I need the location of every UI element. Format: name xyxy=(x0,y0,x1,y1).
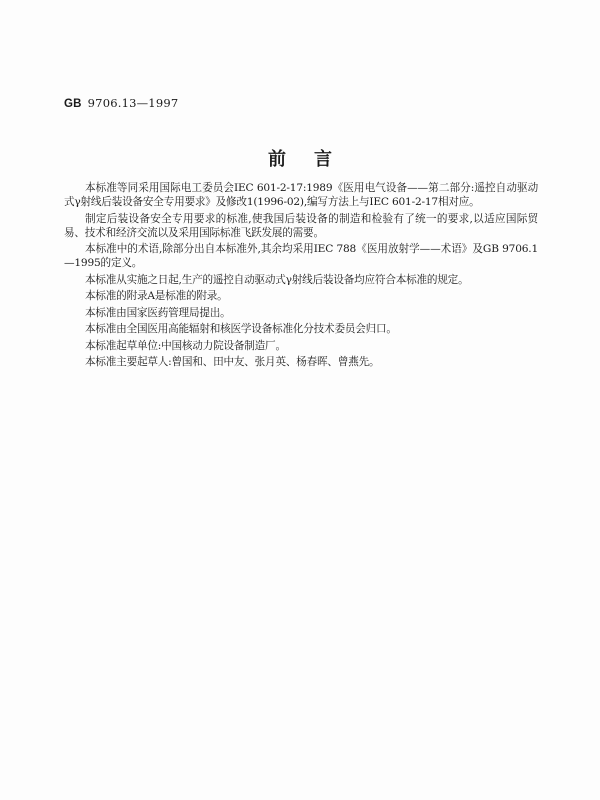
paragraph-proposer: 本标准由国家医药管理局提出。 xyxy=(85,306,231,319)
standard-number-header xyxy=(64,96,178,110)
standard-prefix: GB xyxy=(64,98,82,110)
paragraph-committee: 本标准由全国医用高能辐射和核医学设备标准化分技术委员会归口。 xyxy=(85,323,397,335)
paragraph-purpose: 制定后装设备安全专用要求的标准,使我国后装设备的制造和检验有了统一的要求,以适应国际贸易、技术和经济交流以及采用国际标准飞跃发展的需要。 xyxy=(64,212,538,239)
paragraph-drafting-unit: 本标准起草单位:中国核动力院设备制造厂。 xyxy=(85,339,286,352)
page-title: 前言 xyxy=(268,149,360,170)
paragraph-adoption: 本标准等同采用国际电工委员会IEC 601-2-17:1989《医用电气设备——第二部分:遥控自动驱动式γ射线后装设备安全专用要求》及修改1(1996-02),编写方法上与IEC 601-2-17相对应。 xyxy=(64,182,538,208)
standard-number: 9706.13—1997 xyxy=(87,96,179,110)
paragraph-compliance: 本标准从实施之日起,生产的遥控自动驱动式γ射线后装设备均应符合本标准的规定。 xyxy=(85,273,469,286)
paragraph-drafters: 本标准主要起草人:曾国和、田中友、张月英、杨春晖、曾燕先。 xyxy=(85,356,380,368)
paragraph-appendix: 本标准的附录A是标准的附录。 xyxy=(85,290,228,302)
paragraph-terms: 本标准中的术语,除部分出自本标准外,其余均采用IEC 788《医用放射学——术语》及GB 9706.1—1995的定义。 xyxy=(64,243,538,269)
foreword-body xyxy=(64,181,538,372)
